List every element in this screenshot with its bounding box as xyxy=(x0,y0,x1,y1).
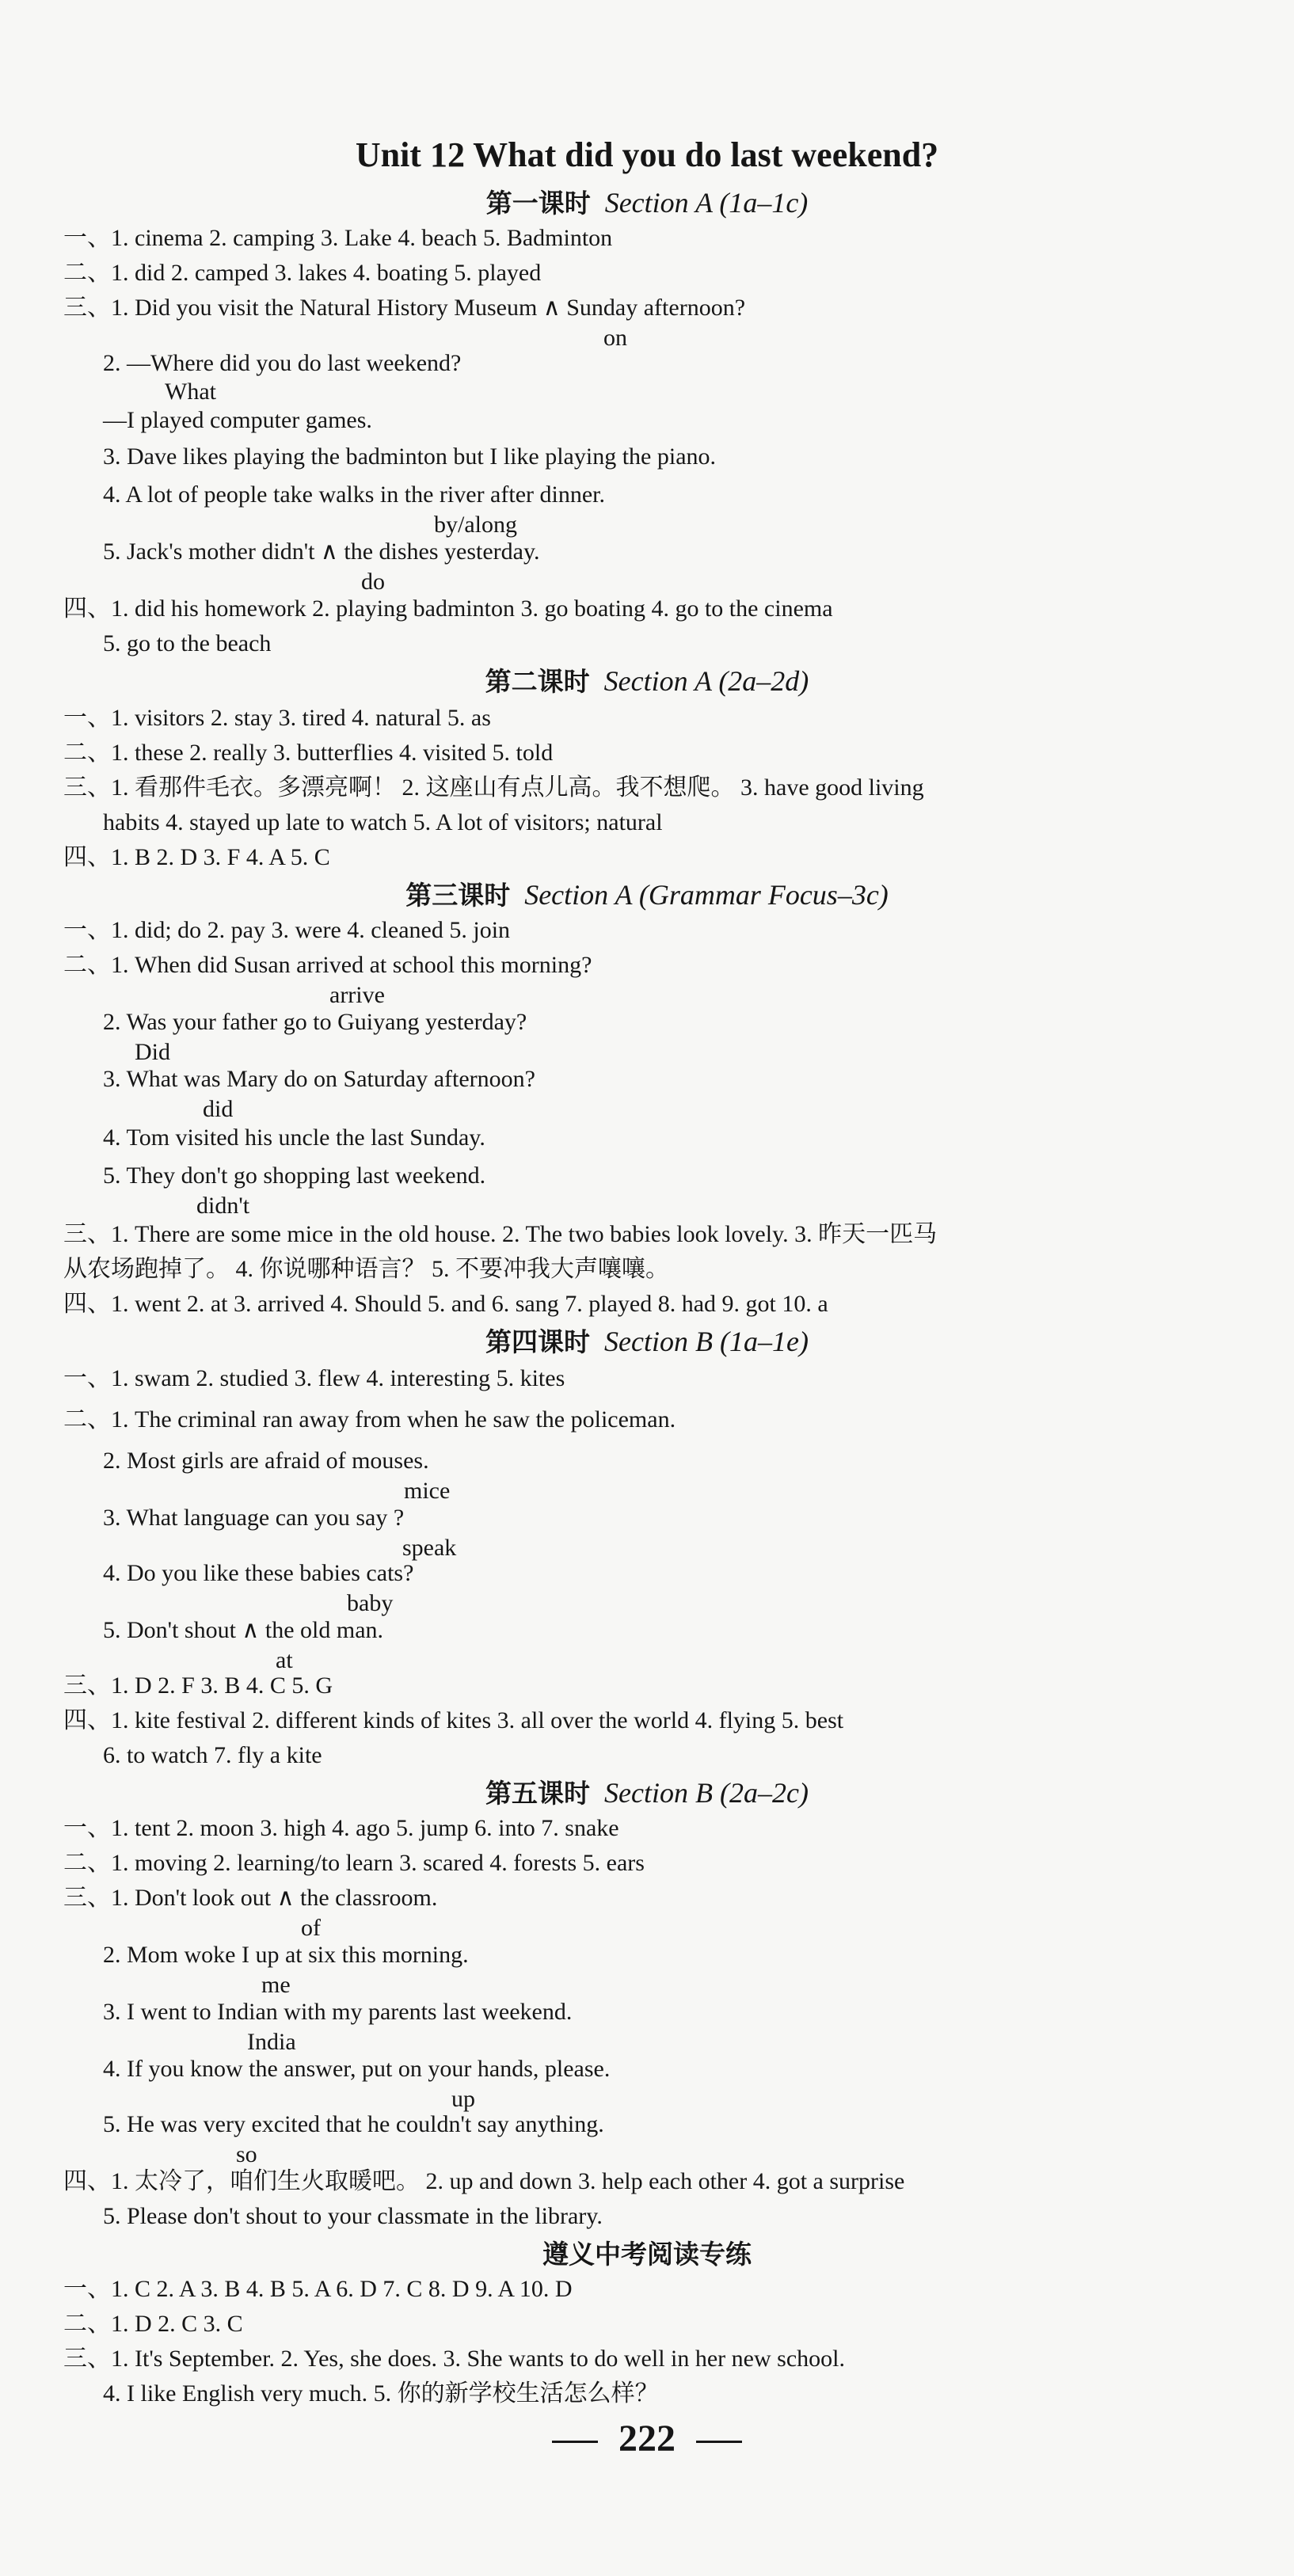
correction: arrive xyxy=(329,982,385,1008)
answer-line: 4. A lot of people take walks in the river after dinner. xyxy=(103,481,605,508)
correction: baby xyxy=(347,1590,394,1616)
answer-line: 四、1. went 2. at 3. arrived 4. Should 5. and 6. sang 7. played 8. had 9. got 10. a xyxy=(63,1291,828,1317)
answer-line: 2. Mom woke I up at six this morning. xyxy=(103,1942,469,1968)
answer-line: 一、1. C 2. A 3. B 4. B 5. A 6. D 7. C 8. D 9. A 10. D xyxy=(63,2276,573,2302)
correction: didn't xyxy=(196,1193,250,1219)
correction: of xyxy=(301,1915,321,1941)
correction: Did xyxy=(135,1039,170,1065)
answer-line: 2. —Where did you do last weekend? xyxy=(103,350,462,376)
answer-line: 二、1. When did Susan arrived at school this morning? xyxy=(63,952,592,978)
answer-line: 3. I went to Indian with my parents last weekend. xyxy=(103,1999,573,2025)
answer-line: 二、1. The criminal ran away from when he saw the policeman. xyxy=(63,1406,676,1433)
answer-line: 二、1. moving 2. learning/to learn 3. scared 4. forests 5. ears xyxy=(63,1850,645,1876)
section-heading-1: 第一课时 Section A (1a–1c) xyxy=(485,187,809,219)
answer-line: —I played computer games. xyxy=(103,407,372,433)
answer-line: 从农场跑掉了。 4. 你说哪种语言？ 5. 不要冲我大声嚷嚷。 xyxy=(63,1256,669,1282)
answer-line: 5. Don't shout ∧ the old man. xyxy=(103,1617,384,1643)
answer-line: 三、1. There are some mice in the old house. 2. The two babies look lovely. 3. 昨天一匹马 xyxy=(63,1221,938,1247)
answer-line: 一、1. tent 2. moon 3. high 4. ago 5. jump 6. into 7. snake xyxy=(63,1815,619,1841)
answer-line: 一、1. visitors 2. stay 3. tired 4. natural 5. as xyxy=(63,705,491,731)
answer-line: habits 4. stayed up late to watch 5. A lot of visitors; natural xyxy=(103,809,663,835)
answer-line: 3. Dave likes playing the badminton but I like playing the piano. xyxy=(103,443,717,470)
correction: India xyxy=(247,2029,296,2055)
unit-title: Unit 12 What did you do last weekend? xyxy=(355,135,939,174)
answer-line: 四、1. kite festival 2. different kinds of kites 3. all over the world 4. flying 5. best xyxy=(63,1707,844,1733)
correction: by/along xyxy=(434,512,517,538)
answer-line: 4. Tom visited his uncle the last Sunday. xyxy=(103,1124,485,1151)
answer-line: 4. Do you like these babies cats? xyxy=(103,1560,414,1586)
answer-line: 三、1. It's September. 2. Yes, she does. 3. She wants to do well in her new school. xyxy=(63,2346,845,2372)
answer-line: 一、1. swam 2. studied 3. flew 4. interesting 5. kites xyxy=(63,1365,565,1391)
answer-line: 二、1. did 2. camped 3. lakes 4. boating 5. played xyxy=(63,260,542,286)
answer-line: 2. Was your father go to Guiyang yesterday? xyxy=(103,1009,527,1035)
answer-line: 4. If you know the answer, put on your hands, please. xyxy=(103,2056,611,2082)
correction: at xyxy=(276,1647,293,1673)
answer-line: 6. to watch 7. fly a kite xyxy=(103,1742,322,1768)
answer-line: 5. Jack's mother didn't ∧ the dishes yesterday. xyxy=(103,538,540,565)
answer-line: 三、1. 看那件毛衣。多漂亮啊！ 2. 这座山有点儿高。我不想爬。 3. have good living xyxy=(63,774,924,801)
correction: me xyxy=(261,1972,291,1998)
correction: up xyxy=(451,2086,475,2112)
dash-right xyxy=(696,2441,742,2443)
correction: speak xyxy=(402,1535,457,1561)
answer-line: 二、1. these 2. really 3. butterflies 4. visited 5. told xyxy=(63,740,554,766)
section-heading-6: 遵义中考阅读专练 xyxy=(542,2239,752,2270)
correction: on xyxy=(603,325,627,351)
answer-line: 三、1. Did you visit the Natural History Museum ∧ Sunday afternoon? xyxy=(63,295,746,321)
answer-line: 三、1. Don't look out ∧ the classroom. xyxy=(63,1885,438,1911)
answer-line: 5. He was very excited that he couldn't say anything. xyxy=(103,2111,604,2137)
answer-line: 一、1. cinema 2. camping 3. Lake 4. beach 5. Badminton xyxy=(63,225,613,251)
answer-line: 一、1. did; do 2. pay 3. were 4. cleaned 5. join xyxy=(63,917,511,943)
dash-left xyxy=(552,2441,598,2443)
answer-line: 三、1. D 2. F 3. B 4. C 5. G xyxy=(63,1672,333,1699)
section-heading-3: 第三课时 Section A (Grammar Focus–3c) xyxy=(405,879,889,911)
answer-line: 3. What language can you say ? xyxy=(103,1505,405,1531)
answer-line: 四、1. B 2. D 3. F 4. A 5. C xyxy=(63,844,330,870)
page-number: 222 xyxy=(0,2417,1294,2461)
correction: do xyxy=(361,569,385,595)
correction: What xyxy=(165,379,216,405)
answer-line: 4. I like English very much. 5. 你的新学校生活怎么样？ xyxy=(103,2380,659,2407)
correction: did xyxy=(203,1096,234,1122)
answer-line: 3. What was Mary do on Saturday afternoon? xyxy=(103,1066,535,1092)
answer-line: 5. They don't go shopping last weekend. xyxy=(103,1162,486,1189)
answer-line: 5. Please don't shout to your classmate in the library. xyxy=(103,2203,603,2229)
section-heading-4: 第四课时 Section B (1a–1e) xyxy=(485,1326,809,1357)
section-heading-2: 第二课时 Section A (2a–2d) xyxy=(485,665,809,697)
answer-line: 四、1. 太冷了，咱们生火取暖吧。 2. up and down 3. help each other 4. got a surprise xyxy=(63,2168,905,2194)
answer-line: 2. Most girls are afraid of mouses. xyxy=(103,1448,429,1474)
section-heading-5: 第五课时 Section B (2a–2c) xyxy=(485,1777,809,1809)
correction: mice xyxy=(404,1478,451,1504)
answer-line: 四、1. did his homework 2. playing badminton 3. go boating 4. go to the cinema xyxy=(63,595,833,622)
answer-line: 5. go to the beach xyxy=(103,630,272,656)
answer-line: 二、1. D 2. C 3. C xyxy=(63,2311,243,2337)
correction: so xyxy=(236,2141,257,2167)
